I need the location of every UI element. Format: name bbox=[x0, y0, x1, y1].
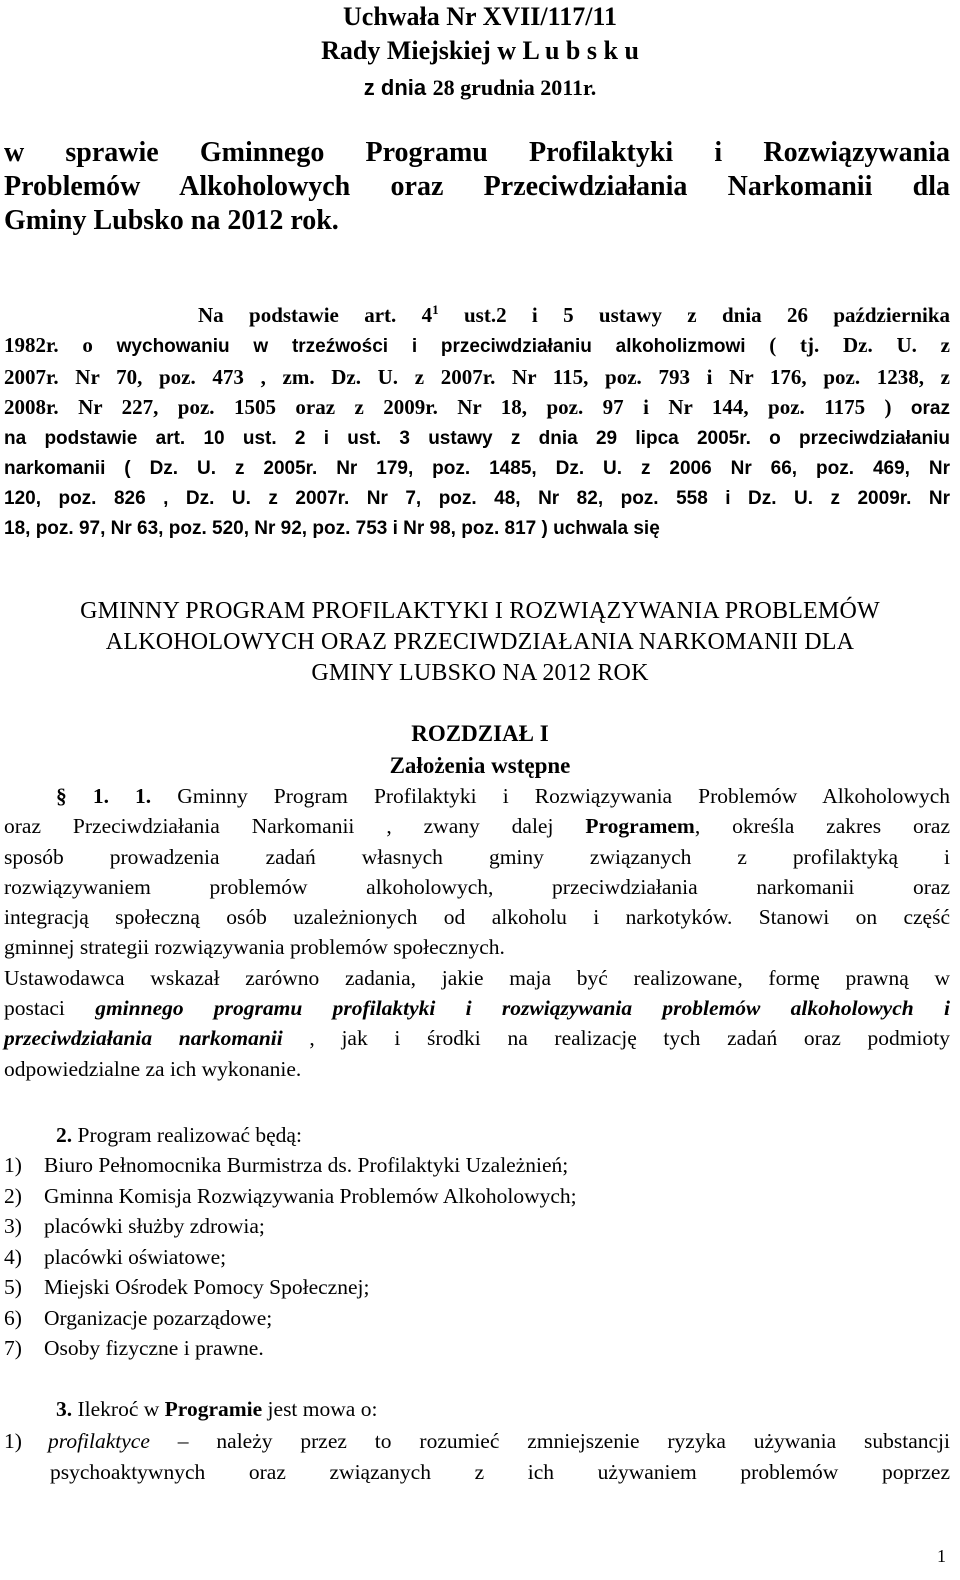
definition-line bbox=[4, 1426, 950, 1457]
program-title-line: GMINY LUBSKO NA 2012 ROK bbox=[311, 660, 649, 686]
list-text: placówki służby zdrowia; bbox=[44, 1214, 265, 1238]
paragraph-text: oraz Przeciwdziałania Narkomanii , zwany dalej bbox=[4, 814, 586, 839]
implementers-list bbox=[4, 1150, 950, 1364]
resolution-title: Uchwała Nr XVII/117/11 bbox=[343, 2, 617, 31]
section-heading-text: Ilekroć w bbox=[77, 1397, 165, 1421]
paragraph-line bbox=[4, 993, 950, 1023]
program-term: Programie bbox=[164, 1397, 263, 1421]
definitions bbox=[4, 1426, 950, 1487]
list-text: Miejski Ośrodek Pomocy Społecznej; bbox=[44, 1275, 370, 1299]
list-text: Organizacje pozarządowe; bbox=[44, 1305, 273, 1330]
chapter-title: Założenia wstępne bbox=[389, 753, 571, 778]
basis-line: na podstawie art. 10 ust. 2 i ust. 3 ustawy z dnia 29 lipca 2005r. o przeciwdziałaniu bbox=[4, 428, 950, 449]
basis-text: 1982r. o bbox=[4, 333, 117, 357]
paragraph-text: Gminny Program Profilaktyki i Rozwiązywania Problemów Alkoholowych bbox=[151, 784, 951, 808]
paragraph-line: integracją społeczną osób uzależnionych od alkoholu i narkotyków. Stanowi on część bbox=[4, 905, 950, 930]
basis-text: Na podstawie art. 4 bbox=[198, 303, 433, 327]
section-1 bbox=[4, 781, 950, 1084]
resolution-subject bbox=[4, 136, 950, 238]
program-name: przeciwdziałania narkomanii bbox=[4, 1026, 283, 1051]
list-text: placówki oświatowe; bbox=[44, 1244, 227, 1269]
definition-line: psychoaktywnych oraz związanych z ich używaniem problemów poprzez bbox=[50, 1459, 950, 1484]
basis-text: 2008r. Nr 227, poz. 1505 oraz z 2009r. Nr 18, poz. 97 i Nr 144, poz. 1175 ) bbox=[4, 395, 911, 419]
list-item bbox=[4, 1242, 950, 1273]
list-item bbox=[4, 1303, 950, 1334]
list-number: 5) bbox=[4, 1275, 22, 1299]
section-number: 3. bbox=[56, 1397, 73, 1421]
paragraph-line bbox=[4, 1023, 950, 1053]
basis-line bbox=[4, 392, 950, 424]
program-title-line: GMINNY PROGRAM PROFILAKTYKI I ROZWIĄZYWANIA PROBLEMÓW bbox=[80, 598, 880, 624]
paragraph-text: , jak i środki na realizację tych zadań oraz podmioty bbox=[282, 1026, 950, 1051]
program-title-line: ALKOHOLOWYCH ORAZ PRZECIWDZIAŁANIA NARKOMANII DLA bbox=[105, 629, 855, 655]
list-item bbox=[4, 1333, 950, 1364]
list-text: Biuro Pełnomocnika Burmistrza ds. Profilaktyki Uzależnień; bbox=[44, 1153, 569, 1177]
paragraph-line: rozwiązywaniem problemów alkoholowych, przeciwdziałania narkomanii oraz bbox=[4, 874, 950, 899]
list-text: Osoby fizyczne i prawne. bbox=[44, 1336, 264, 1360]
basis-line: 2007r. Nr 70, poz. 473 , zm. Dz. U. z 2007r. Nr 115, poz. 793 i Nr 176, poz. 1238, z bbox=[4, 365, 950, 389]
basis-line: narkomanii ( Dz. U. z 2005r. Nr 179, poz. 1485, Dz. U. z 2006 Nr 66, poz. 469, Nr bbox=[4, 458, 950, 479]
basis-line: 18, poz. 97, Nr 63, poz. 520, Nr 92, poz. 753 i Nr 98, poz. 817 ) uchwala się bbox=[4, 518, 660, 539]
resolution-date bbox=[0, 70, 960, 105]
section-3-heading bbox=[56, 1394, 377, 1424]
section-number: 2. bbox=[56, 1123, 73, 1147]
section-heading-text: Program realizować będą: bbox=[77, 1123, 302, 1147]
program-name: gminnego programu profilaktyki i rozwiązywania problemów alkoholowych i bbox=[95, 996, 950, 1021]
paragraph-line bbox=[4, 811, 950, 841]
basis-text: ust.2 i 5 ustawy z dnia 26 października bbox=[438, 303, 951, 327]
list-item bbox=[4, 1272, 950, 1303]
program-term: Programem bbox=[585, 814, 695, 839]
list-number: 7) bbox=[4, 1336, 22, 1360]
basis-text: ( tj. Dz. U. z bbox=[745, 333, 950, 357]
paragraph-line: gminnej strategii rozwiązywania problemów społecznych. bbox=[4, 935, 505, 960]
section-2-heading bbox=[56, 1120, 302, 1150]
basis-line: 120, poz. 826 , Dz. U. z 2007r. Nr 7, poz. 48, Nr 82, poz. 558 i Dz. U. z 2009r. Nr bbox=[4, 488, 950, 509]
chapter-number: ROZDZIAŁ I bbox=[411, 721, 549, 746]
section-heading-text: jest mowa o: bbox=[262, 1397, 378, 1421]
definition-text: – należy przez to rozumieć zmniejszenie ryzyka używania substancji bbox=[149, 1429, 950, 1453]
list-item bbox=[4, 1211, 950, 1242]
act-name: wychowaniu w trzeźwości i przeciwdziałaniu alkoholizmowi bbox=[116, 336, 746, 357]
paragraph-text: postaci bbox=[4, 996, 96, 1021]
list-item bbox=[4, 1150, 950, 1181]
superscript: 1 bbox=[432, 302, 439, 317]
date-prefix: z dnia bbox=[363, 75, 427, 100]
paragraph-line: odpowiedzialne za ich wykonanie. bbox=[4, 1056, 302, 1081]
subject-line: Problemów Alkoholowych oraz Przeciwdziałania Narkomanii dla bbox=[4, 171, 950, 202]
list-number: 1) bbox=[4, 1153, 22, 1177]
list-number: 4) bbox=[4, 1244, 22, 1269]
page-number: 1 bbox=[937, 1546, 946, 1566]
list-number: 3) bbox=[4, 1214, 22, 1238]
paragraph-line bbox=[4, 781, 950, 811]
basis-line bbox=[4, 330, 950, 362]
subject-line: Gminy Lubsko na 2012 rok. bbox=[4, 205, 339, 236]
council-name: Rady Miejskiej w L u b s k u bbox=[321, 36, 639, 65]
list-item bbox=[4, 1181, 950, 1212]
list-number: 2) bbox=[4, 1183, 22, 1208]
defined-term: profilaktyce bbox=[48, 1429, 150, 1453]
paragraph-text: , określa zakres oraz bbox=[694, 814, 950, 839]
list-number: 1) bbox=[4, 1429, 22, 1453]
paragraph-line: Ustawodawca wskazał zarówno zadania, jakie maja być realizowane, formę prawną w bbox=[4, 965, 950, 990]
date-value: 28 grudnia 2011r. bbox=[432, 75, 597, 100]
paragraph-number: § 1. 1. bbox=[56, 784, 152, 808]
subject-line: w sprawie Gminnego Programu Profilaktyki i Rozwiązywania bbox=[4, 137, 950, 168]
paragraph-line: sposób prowadzenia zadań własnych gminy związanych z profilaktyką i bbox=[4, 844, 950, 869]
basis-line bbox=[4, 300, 950, 330]
legal-basis bbox=[4, 300, 950, 544]
list-number: 6) bbox=[4, 1305, 22, 1330]
list-text: Gminna Komisja Rozwiązywania Problemów Alkoholowych; bbox=[44, 1183, 577, 1208]
basis-text: oraz bbox=[910, 398, 950, 419]
